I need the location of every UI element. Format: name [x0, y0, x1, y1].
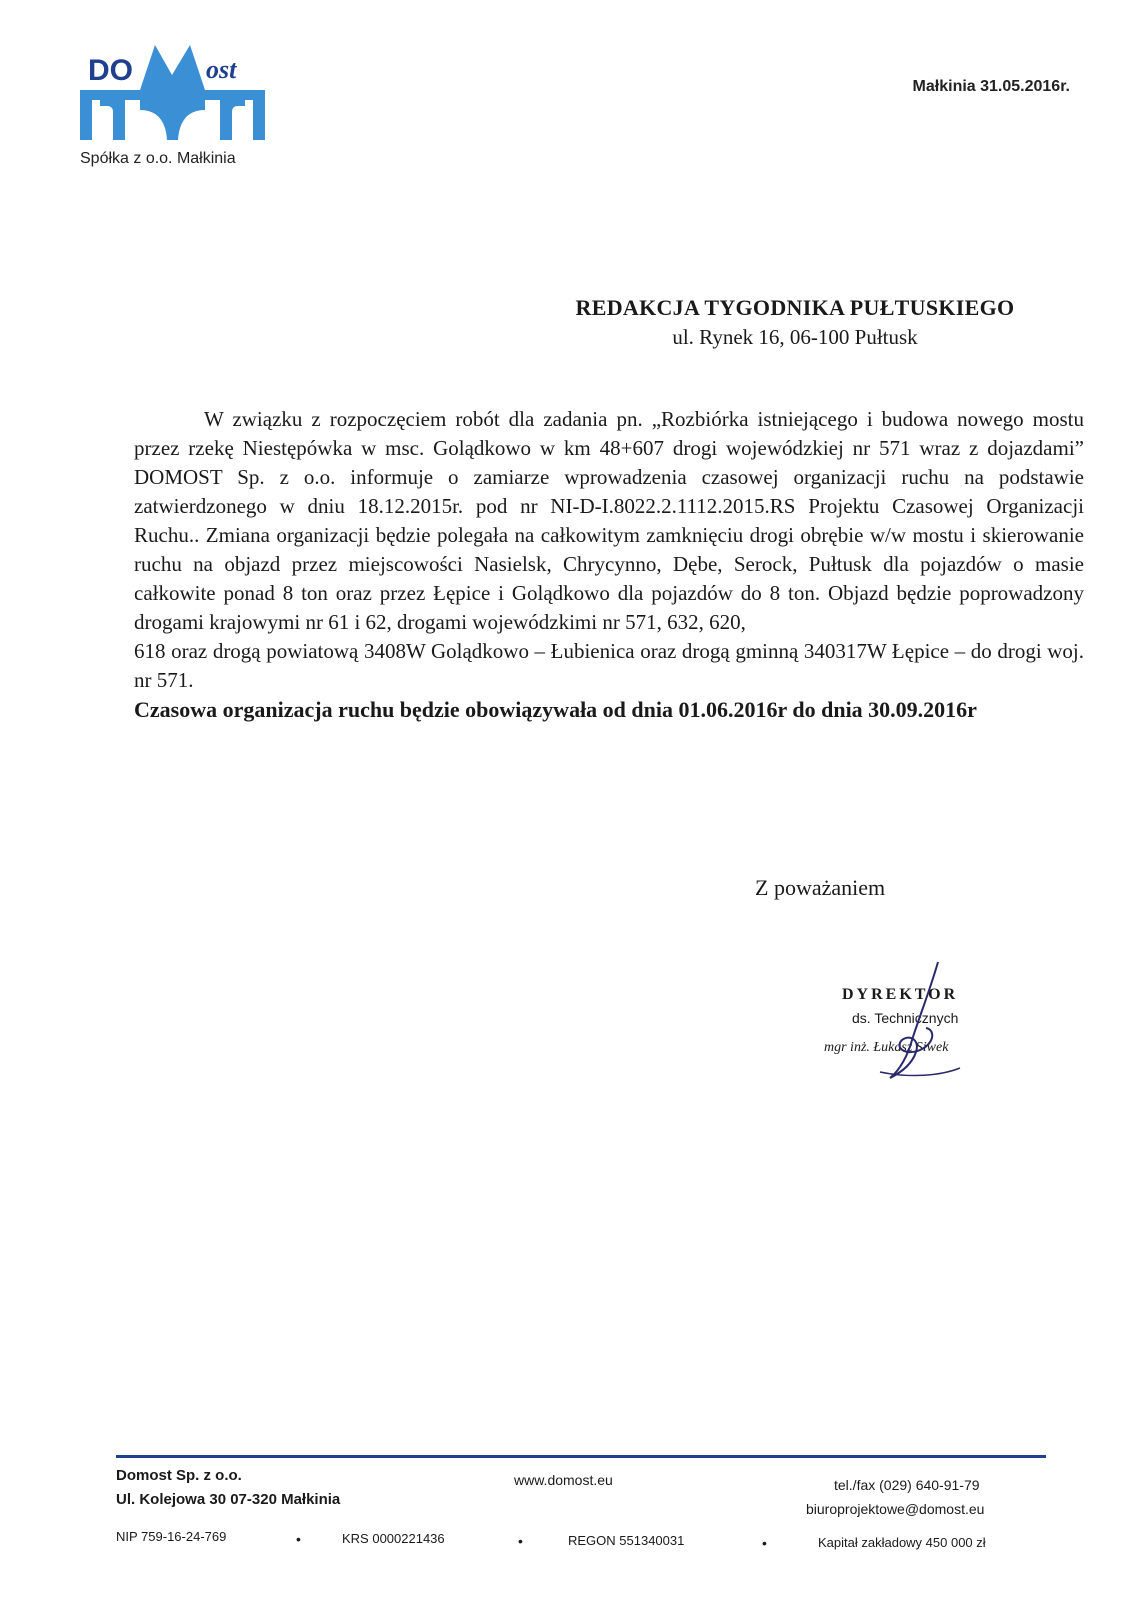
footer-separator: • — [762, 1535, 767, 1551]
footer-address: Ul. Kolejowa 30 07-320 Małkinia — [116, 1491, 341, 1508]
footer-separator: • — [518, 1533, 523, 1549]
footer-krs: KRS 0000221436 — [342, 1531, 445, 1546]
body-paragraph-continued: 618 oraz drogą powiatową 3408W Golądkowo – Łubienica oraz drogą gminną 340317W Łępice – do drogi woj. nr 571. — [134, 639, 1084, 692]
body-paragraph-period: Czasowa organizacja ruchu będzie obowiązywała od dnia 01.06.2016r do dnia 30.09.2016r — [134, 697, 977, 722]
footer-company: Domost Sp. z o.o. — [116, 1467, 242, 1484]
letter-body — [134, 405, 1084, 724]
footer-website[interactable]: www.domost.eu — [514, 1472, 613, 1488]
domost-logo — [80, 40, 265, 140]
body-paragraph-main: W związku z rozpoczęciem robót dla zadania pn. „Rozbiórka istniejącego i budowa nowego mostu przez rzekę Niestępówka w msc. Golądkowo w km 48+607 drogi wojewódzkiej nr 571 wraz z dojazdami” DOMOST Sp. z o.o. informuje o zamiarze wprowadzenia czasowej organizacji ruchu na podstawie zatwierdzonego w dniu 18.12.2015r. pod nr NI-D-I.8022.2.1112.2015.RS Projektu Czasowej Organizacji Ruchu.. Zmiana organizacji będzie polegała na całkowitym zamknięciu drogi obrębie w/w mostu i skierowanie ruchu na objazd przez miejscowości Nasielsk, Chrycynno, Dębe, Serock, Pułtusk dla pojazdów o masie całkowite ponad 8 ton oraz przez Łępice i Golądkowo dla pojazdów do 8 ton. Objazd będzie poprowadzony drogami krajowymi nr 61 i 62, drogami wojewódzkimi nr 571, 632, 620, — [134, 407, 1084, 634]
letter-date: Małkinia 31.05.2016r. — [912, 78, 1070, 95]
signature-stamp — [810, 960, 1010, 1100]
logo-subtitle: Spółka z o.o. Małkinia — [80, 150, 236, 167]
footer-divider — [116, 1455, 1046, 1458]
footer-capital: Kapitał zakładowy 450 000 zł — [818, 1535, 986, 1550]
footer-email[interactable]: biuroprojektowe@domost.eu — [806, 1501, 985, 1517]
stamp-person: mgr inż. Łukasz Siwek — [824, 1040, 949, 1055]
closing-phrase: Z poważaniem — [755, 875, 886, 900]
stamp-department: ds. Technicznych — [852, 1010, 959, 1026]
footer-phone: tel./fax (029) 640-91-79 — [834, 1477, 980, 1493]
recipient-name: REDAKCJA TYGODNIKA PUŁTUSKIEGO — [575, 295, 1015, 320]
handwritten-signature — [850, 960, 970, 1090]
footer-separator: • — [296, 1531, 301, 1547]
footer-regon: REGON 551340031 — [568, 1533, 685, 1548]
stamp-title: DYREKTOR — [842, 986, 959, 1003]
footer-nip: NIP 759-16-24-769 — [116, 1529, 227, 1544]
recipient-address: ul. Rynek 16, 06-100 Pułtusk — [672, 325, 918, 349]
svg-text:ost: ost — [206, 55, 237, 84]
svg-text:DO: DO — [88, 54, 133, 87]
